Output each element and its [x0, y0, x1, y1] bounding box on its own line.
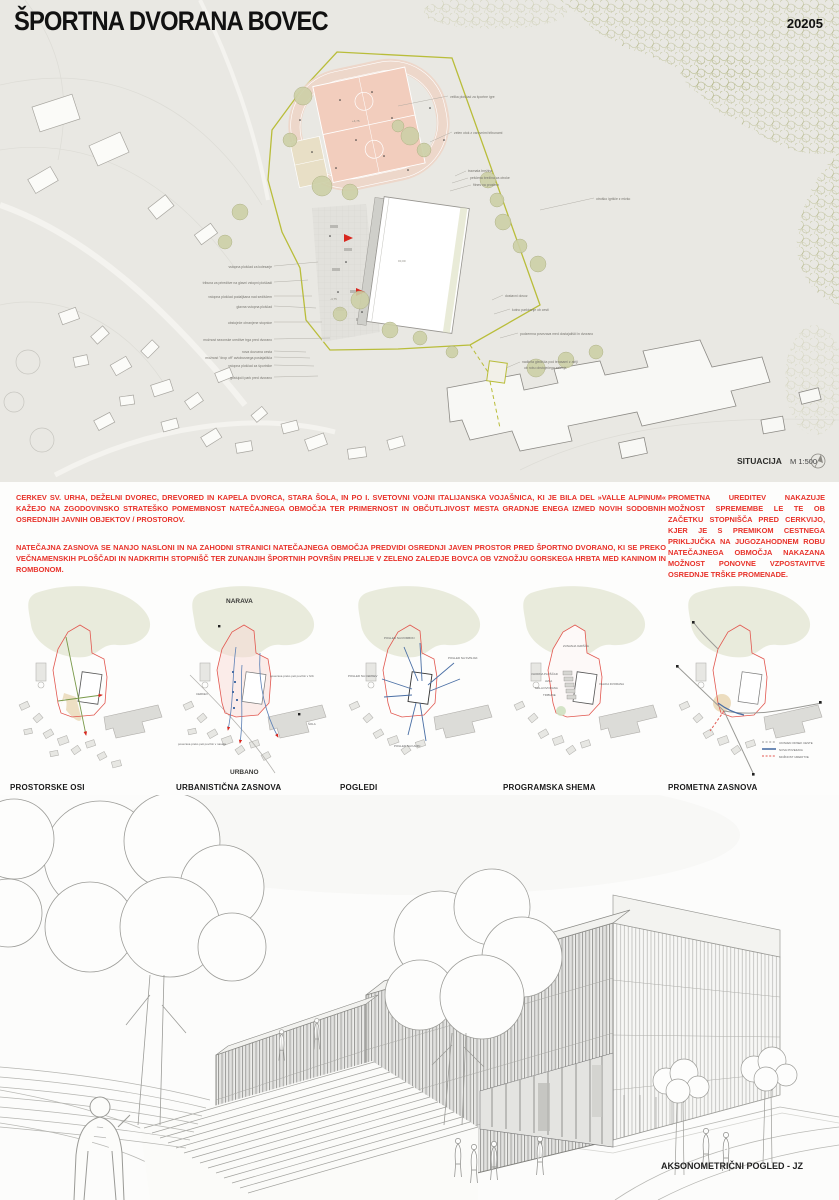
diagram-title-programska: PROGRAMSKA SHEMA [503, 783, 596, 792]
diagram-title-prostorske-osi: PROSTORSKE OSI [10, 783, 85, 792]
program-label: MALA DVORANA [535, 686, 558, 690]
church-square [487, 361, 508, 383]
plan-label: možnost "drop off" avtobusnega postajališča [205, 356, 272, 360]
plan-label: vstopna ploščad za športnike [228, 364, 272, 368]
plan-label: glavna vstopna ploščad [236, 305, 272, 309]
diagram-prometna-zasnova [666, 585, 826, 777]
legend-item: MOŽNOST UREDITVE [779, 755, 809, 759]
site-plan [0, 0, 839, 482]
plan-caption-label: SITUACIJA [737, 456, 782, 466]
plan-label: možnost sezonske ureditve trga pred dvorano [203, 338, 272, 342]
site-plan-drawing [0, 0, 839, 482]
description-paragraph-1: CERKEV SV. URHA, DEŽELNI DVOREC, DREVORED IN KAPELA DVORCA, STARA ŠOLA, IN PO I. SVETOVNI VOJNI ITALIJANSKA VOJAŠNICA, KI JE BILA DEL »VALLE ALPINUM« KAŽEJO NA ZGODOVINSKO STRATEŠKO POMEMBNOST NATEČAJNEGA OBMOČJA TER PRIMERNOST IN OBČUTLJIVOST MESTA GRADNJE ENEGA IZMED NOVIH SODOBNIH OSREDNJIH JAVNIH OBJEKTOV / PROSTOROV. [16, 493, 666, 524]
diagram-note: povezava preko peš površin v hrib [270, 674, 314, 678]
plan-label: travnata brežina [468, 169, 493, 173]
description-column-2 [668, 492, 825, 580]
label-narava: NARAVA [226, 598, 253, 605]
diagram-prostorske-osi [6, 585, 166, 777]
view-label-e: POGLED NA SVINJAK [448, 656, 478, 660]
plan-label: vstopna ploščad podaljšana nad sediščem [208, 295, 272, 299]
elevation-mark: ±0,00 [398, 259, 406, 263]
plan-label: dostavni dovoz [505, 294, 528, 298]
diagram-pogledi [336, 585, 496, 777]
sports-hall [367, 197, 470, 334]
plan-label: vstopna ploščad za kolesarje [228, 265, 272, 269]
program-label: VELIKA DVORANA [599, 682, 625, 686]
diagram-urbanisticna-zasnova [170, 585, 330, 777]
plan-scale-label: M 1:500 [790, 457, 818, 466]
traffic-legend [762, 741, 813, 759]
plan-label: kotno parkiranje ob cesti [512, 308, 549, 312]
label-urbano: URBANO [230, 769, 259, 776]
view-label-s: POGLED NA KANIN [394, 744, 421, 748]
label-sola: ŠOLA [308, 722, 316, 726]
plan-label: nadkrita gledišča pod terasami z atriji [522, 360, 578, 364]
plan-label: fitnes na prostem [473, 183, 500, 187]
description-paragraph-3: PROMETNA UREDITEV NAKAZUJE MOŽNOST SPREMEMBE LE TE OB ZAČETKU STOPNIŠČA PRED CERKVIJO, KJER JE S PREMIKOM CESTNEGA PRIKLJUČKA NA JUGOZAHODNEM ROBU NATEČAJNEGA OBMOČJA NAKAZANA MOŽNOST PONOVNE VZPOSTAVITVE OSREDNJE TRŠKE PROMENADE. [668, 493, 825, 579]
plan-label: zelen otok z varovnimi tribunami [454, 131, 503, 135]
label-cerkev: CERKEV [196, 692, 208, 696]
view-label-n: POGLED NA ROMBON [384, 636, 415, 640]
entry-code: 20205 [786, 16, 823, 31]
legend-item: UKINJEN ODSEK CESTE [779, 741, 813, 745]
program-label: VHODNA PLOŠČAD [531, 672, 558, 676]
description-paragraph-2: NATEČAJNA ZASNOVA SE NANJO NASLONI IN NA ZAHODNI STRANICI NATEČAJNEGA OBMOČJA PREDVIDI OSREDNJI JAVEN PROSTOR PRED ŠPORTNO DVORANO, KI SE PREKO VEČNAMENSKIH PLOŠČADI IN NADKRITIH STOPNIŠČ TER ZUNANJIH ŠPORTNIH POVRŠIN PRELIJE V ZELENO ZALEDJE BOVCA OB VZNOŽJU GORSKEGA HRBTA MED KANINOM IN ROMBONOM. [16, 543, 666, 574]
program-label: ZUNANJA IGRIŠČA [563, 644, 589, 648]
axon-caption: AKSONOMETRIČNI POGLED - JZ [660, 1161, 803, 1171]
plan-label: gostujoči park pred dvorano [230, 376, 272, 380]
diagram-note: povezava preko peš površin v naselje [178, 742, 227, 746]
diagram-programska-shema [501, 585, 661, 777]
plan-label: velika ploščad za športne igre [450, 95, 495, 99]
diagram-title-prometna: PROMETNA ZASNOVA [668, 783, 758, 792]
diagram-title-pogledi: POGLEDI [340, 783, 378, 792]
plan-label: podzemna povezava med dostajališči in dvorano [520, 332, 594, 336]
legend-item: NOVA POVEZAVA [779, 748, 803, 752]
plan-label: peščena brežina za otroke [470, 176, 510, 180]
view-label-w: POGLED NA CERKEV [348, 674, 378, 678]
plan-label: otroško igrišče z mivko [596, 197, 631, 201]
elevation-mark: +4,75 [352, 119, 360, 123]
program-label: AVLA [545, 679, 553, 683]
program-label: TRIBUNE [543, 693, 556, 697]
axon-drawing [0, 795, 839, 1200]
plan-label: ob robu obstoječega zelenja [524, 366, 567, 370]
plan-label: tribuna za prireditve na glavni vstopni ploščadi [202, 281, 272, 285]
axonometric-view [0, 795, 839, 1200]
plan-caption [737, 454, 825, 468]
page-title: ŠPORTNA DVORANA BOVEC [14, 6, 328, 36]
plan-label: nova dovozna cesta [241, 350, 272, 354]
description-column-1 [16, 492, 666, 592]
plan-label: obstoječe ohranjene stopnice [227, 321, 272, 325]
diagram-title-urbanisticna: URBANISTIČNA ZASNOVA [176, 783, 282, 792]
elevation-mark: -4,75 [330, 297, 337, 301]
